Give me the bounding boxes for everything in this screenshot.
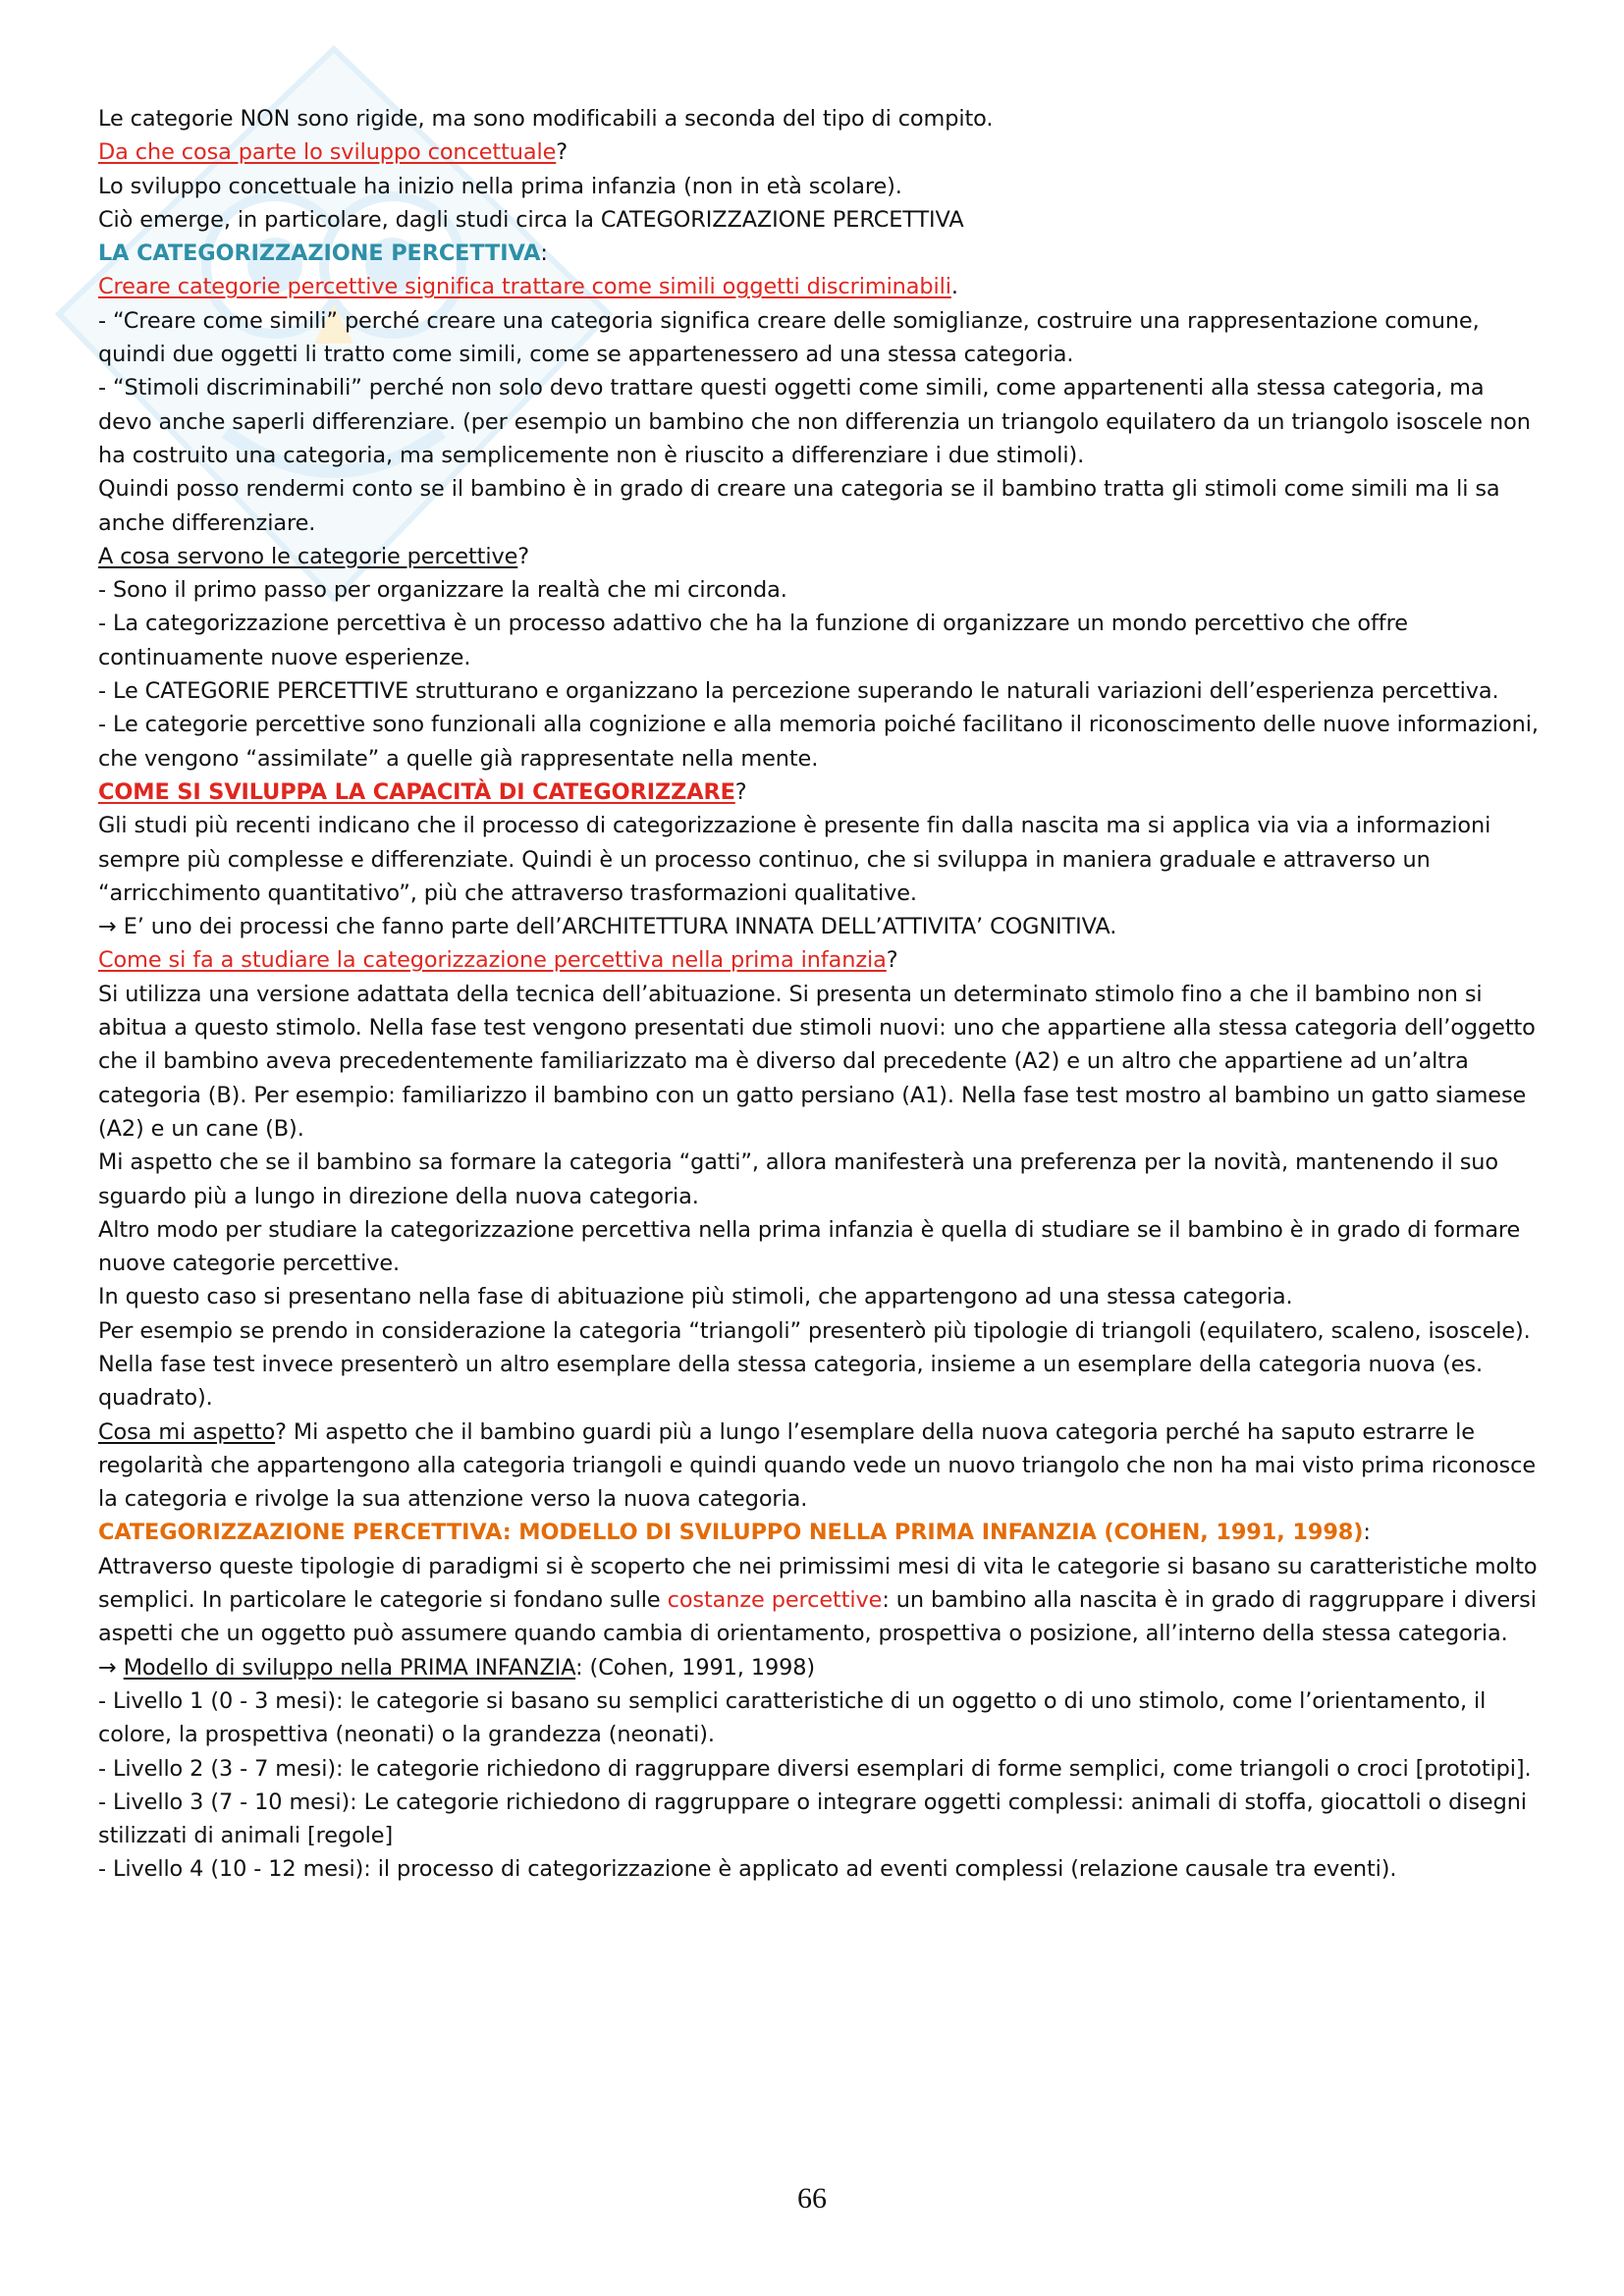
paragraph: - “Creare come simili” perché creare una categoria significa creare delle somiglianze, costruire una rappresentazione comune, quindi due oggetti li tratto come simili, come se appartenessero ad una stessa categoria. (98, 307, 1480, 368)
question-link: Da che cosa parte lo sviluppo concettuale (98, 139, 557, 166)
paragraph: → E’ uno dei processi che fanno parte dell’ARCHITETTURA INNATA DELL’ATTIVITA’ COGNITIVA. (98, 914, 1117, 940)
section-heading: LA CATEGORIZZAZIONE PERCETTIVA: (98, 240, 548, 267)
list-item: - Livello 2 (3 - 7 mesi): le categorie richiedono di raggruppare diversi esemplari di forme semplici, come triangoli o croci [prototipi]. (98, 1755, 1532, 1782)
paragraph: Gli studi più recenti indicano che il processo di categorizzazione è presente fin dalla nascita ma si applica via via a informazioni sempre più complesse e differenziate. Quindi è un processo continuo, che si sviluppa in maniera graduale e attraverso un “arricchimento quantitativo”, più che attraverso trasformazioni qualitative. (98, 813, 1491, 906)
document-body (98, 102, 1542, 1887)
list-item: - Livello 3 (7 - 10 mesi): Le categorie richiedono di raggruppare o integrare oggetti complessi: animali di stoffa, giocattoli o disegni stilizzati di animali [regole] (98, 1789, 1527, 1849)
question-heading: Come si fa a studiare la categorizzazione percettiva nella prima infanzia? (98, 947, 898, 974)
page-number: 66 (797, 2182, 827, 2215)
model-heading: → Modello di sviluppo nella PRIMA INFANZIA: (Cohen, 1991, 1998) (98, 1654, 816, 1681)
arrow-icon: → (98, 914, 117, 940)
paragraph: Lo sviluppo concettuale ha inizio nella prima infanzia (non in età scolare). (98, 173, 902, 199)
paragraph: Mi aspetto che se il bambino sa formare la categoria “gatti”, allora manifesterà una preferenza per la novità, mantenendo il suo sguardo più a lungo in direzione della nuova categoria. (98, 1149, 1498, 1209)
question-heading: A cosa servono le categorie percettive? (98, 543, 530, 569)
paragraph: - “Stimoli discriminabili” perché non solo devo trattare questi oggetti come simili, come appartenenti alla stessa categoria, ma devo anche saperli differenziare. (per esempio un bambino che non differenzia un triangolo equilatero da un triangolo isoscele non ha costruito una categoria, ma semplicemente non è riuscito a differenziare i due stimoli). (98, 375, 1531, 468)
paragraph: Per esempio se prendo in considerazione la categoria “triangoli” presenterò più tipologie di triangoli (equilatero, scaleno, isoscele). Nella fase test invece presenterò un altro esemplare della stessa categoria, insieme a un esemplare della categoria nuova (es. quadrato). (98, 1317, 1531, 1412)
arrow-icon: → (98, 1654, 117, 1681)
paragraph: - Sono il primo passo per organizzare la realtà che mi circonda. (98, 577, 787, 604)
paragraph: - Le categorie percettive sono funzionali alla cognizione e alla memoria poiché facilitano il riconoscimento delle nuove informazioni, che vengono “assimilate” a quelle già rappresentate nella mente. (98, 712, 1539, 772)
paragraph: Ciò emerge, in particolare, dagli studi circa la CATEGORIZZAZIONE PERCETTIVA (98, 206, 964, 233)
paragraph: - La categorizzazione percettiva è un processo adattivo che ha la funzione di organizzare un mondo percettivo che offre continuamente nuove esperienze. (98, 611, 1408, 670)
paragraph: Si utilizza una versione adattata della tecnica dell’abituazione. Si presenta un determinato stimolo fino a che il bambino non si abitua a questo stimolo. Nella fase test vengono presentati due stimoli nuovi: uno che appartiene alla stessa categoria dell’oggetto che il bambino aveva precedentemente familiarizzato ma è diverso dal precedente (A2) e un altro che appartiene ad un’altra categoria (B). Per esempio: familiarizzo il bambino con un gatto persiano (A1). Nella fase test mostro al bambino un gatto siamese (A2) e un cane (B). (98, 981, 1536, 1142)
paragraph: Altro modo per studiare la categorizzazione percettiva nella prima infanzia è quella di studiare se il bambino è in grado di formare nuove categorie percettive. (98, 1216, 1521, 1277)
section-heading: CATEGORIZZAZIONE PERCETTIVA: MODELLO DI SVILUPPO NELLA PRIMA INFANZIA (COHEN, 1991, 1998): (98, 1520, 1371, 1546)
paragraph: Cosa mi aspetto? Mi aspetto che il bambino guardi più a lungo l’esemplare della nuova categoria perché ha saputo estrarre le regolarità che appartengono alla categoria triangoli e quindi quando vede un nuovo triangolo che non ha mai visto prima riconosce la categoria e rivolge la sua attenzione verso la nuova categoria. (98, 1418, 1537, 1513)
definition: Creare categorie percettive significa trattare come simili oggetti discriminabili. (98, 274, 958, 300)
section-heading: COME SI SVILUPPA LA CAPACITÀ DI CATEGORIZZARE? (98, 778, 747, 805)
paragraph: Attraverso queste tipologie di paradigmi si è scoperto che nei primissimi mesi di vita le categorie si basano su caratteristiche molto semplici. In particolare le categorie si fondano sulle costanze percettive: un bambino alla nascita è in grado di raggruppare i diversi aspetti che un oggetto può assumere quando cambia di orientamento, prospettiva o posizione, all’interno della stessa categoria. (98, 1553, 1538, 1647)
question-heading: Da che cosa parte lo sviluppo concettuale? (98, 139, 568, 166)
paragraph: Le categorie NON sono rigide, ma sono modificabili a seconda del tipo di compito. (98, 106, 994, 132)
list-item: - Livello 1 (0 - 3 mesi): le categorie si basano su semplici caratteristiche di un oggetto o di uno stimolo, come l’orientamento, il colore, la prospettiva (neonati) o la grandezza (neonati). (98, 1687, 1487, 1748)
paragraph: In questo caso si presentano nella fase di abituazione più stimoli, che appartengono ad una stessa categoria. (98, 1284, 1293, 1310)
paragraph: Quindi posso rendermi conto se il bambino è in grado di creare una categoria se il bambino tratta gli stimoli come simili ma li sa anche differenziare. (98, 476, 1500, 536)
paragraph: - Le CATEGORIE PERCETTIVE strutturano e organizzano la percezione superando le naturali variazioni dell’esperienza percettiva. (98, 678, 1499, 705)
list-item: - Livello 4 (10 - 12 mesi): il processo di categorizzazione è applicato ad eventi complessi (relazione causale tra eventi). (98, 1856, 1397, 1883)
